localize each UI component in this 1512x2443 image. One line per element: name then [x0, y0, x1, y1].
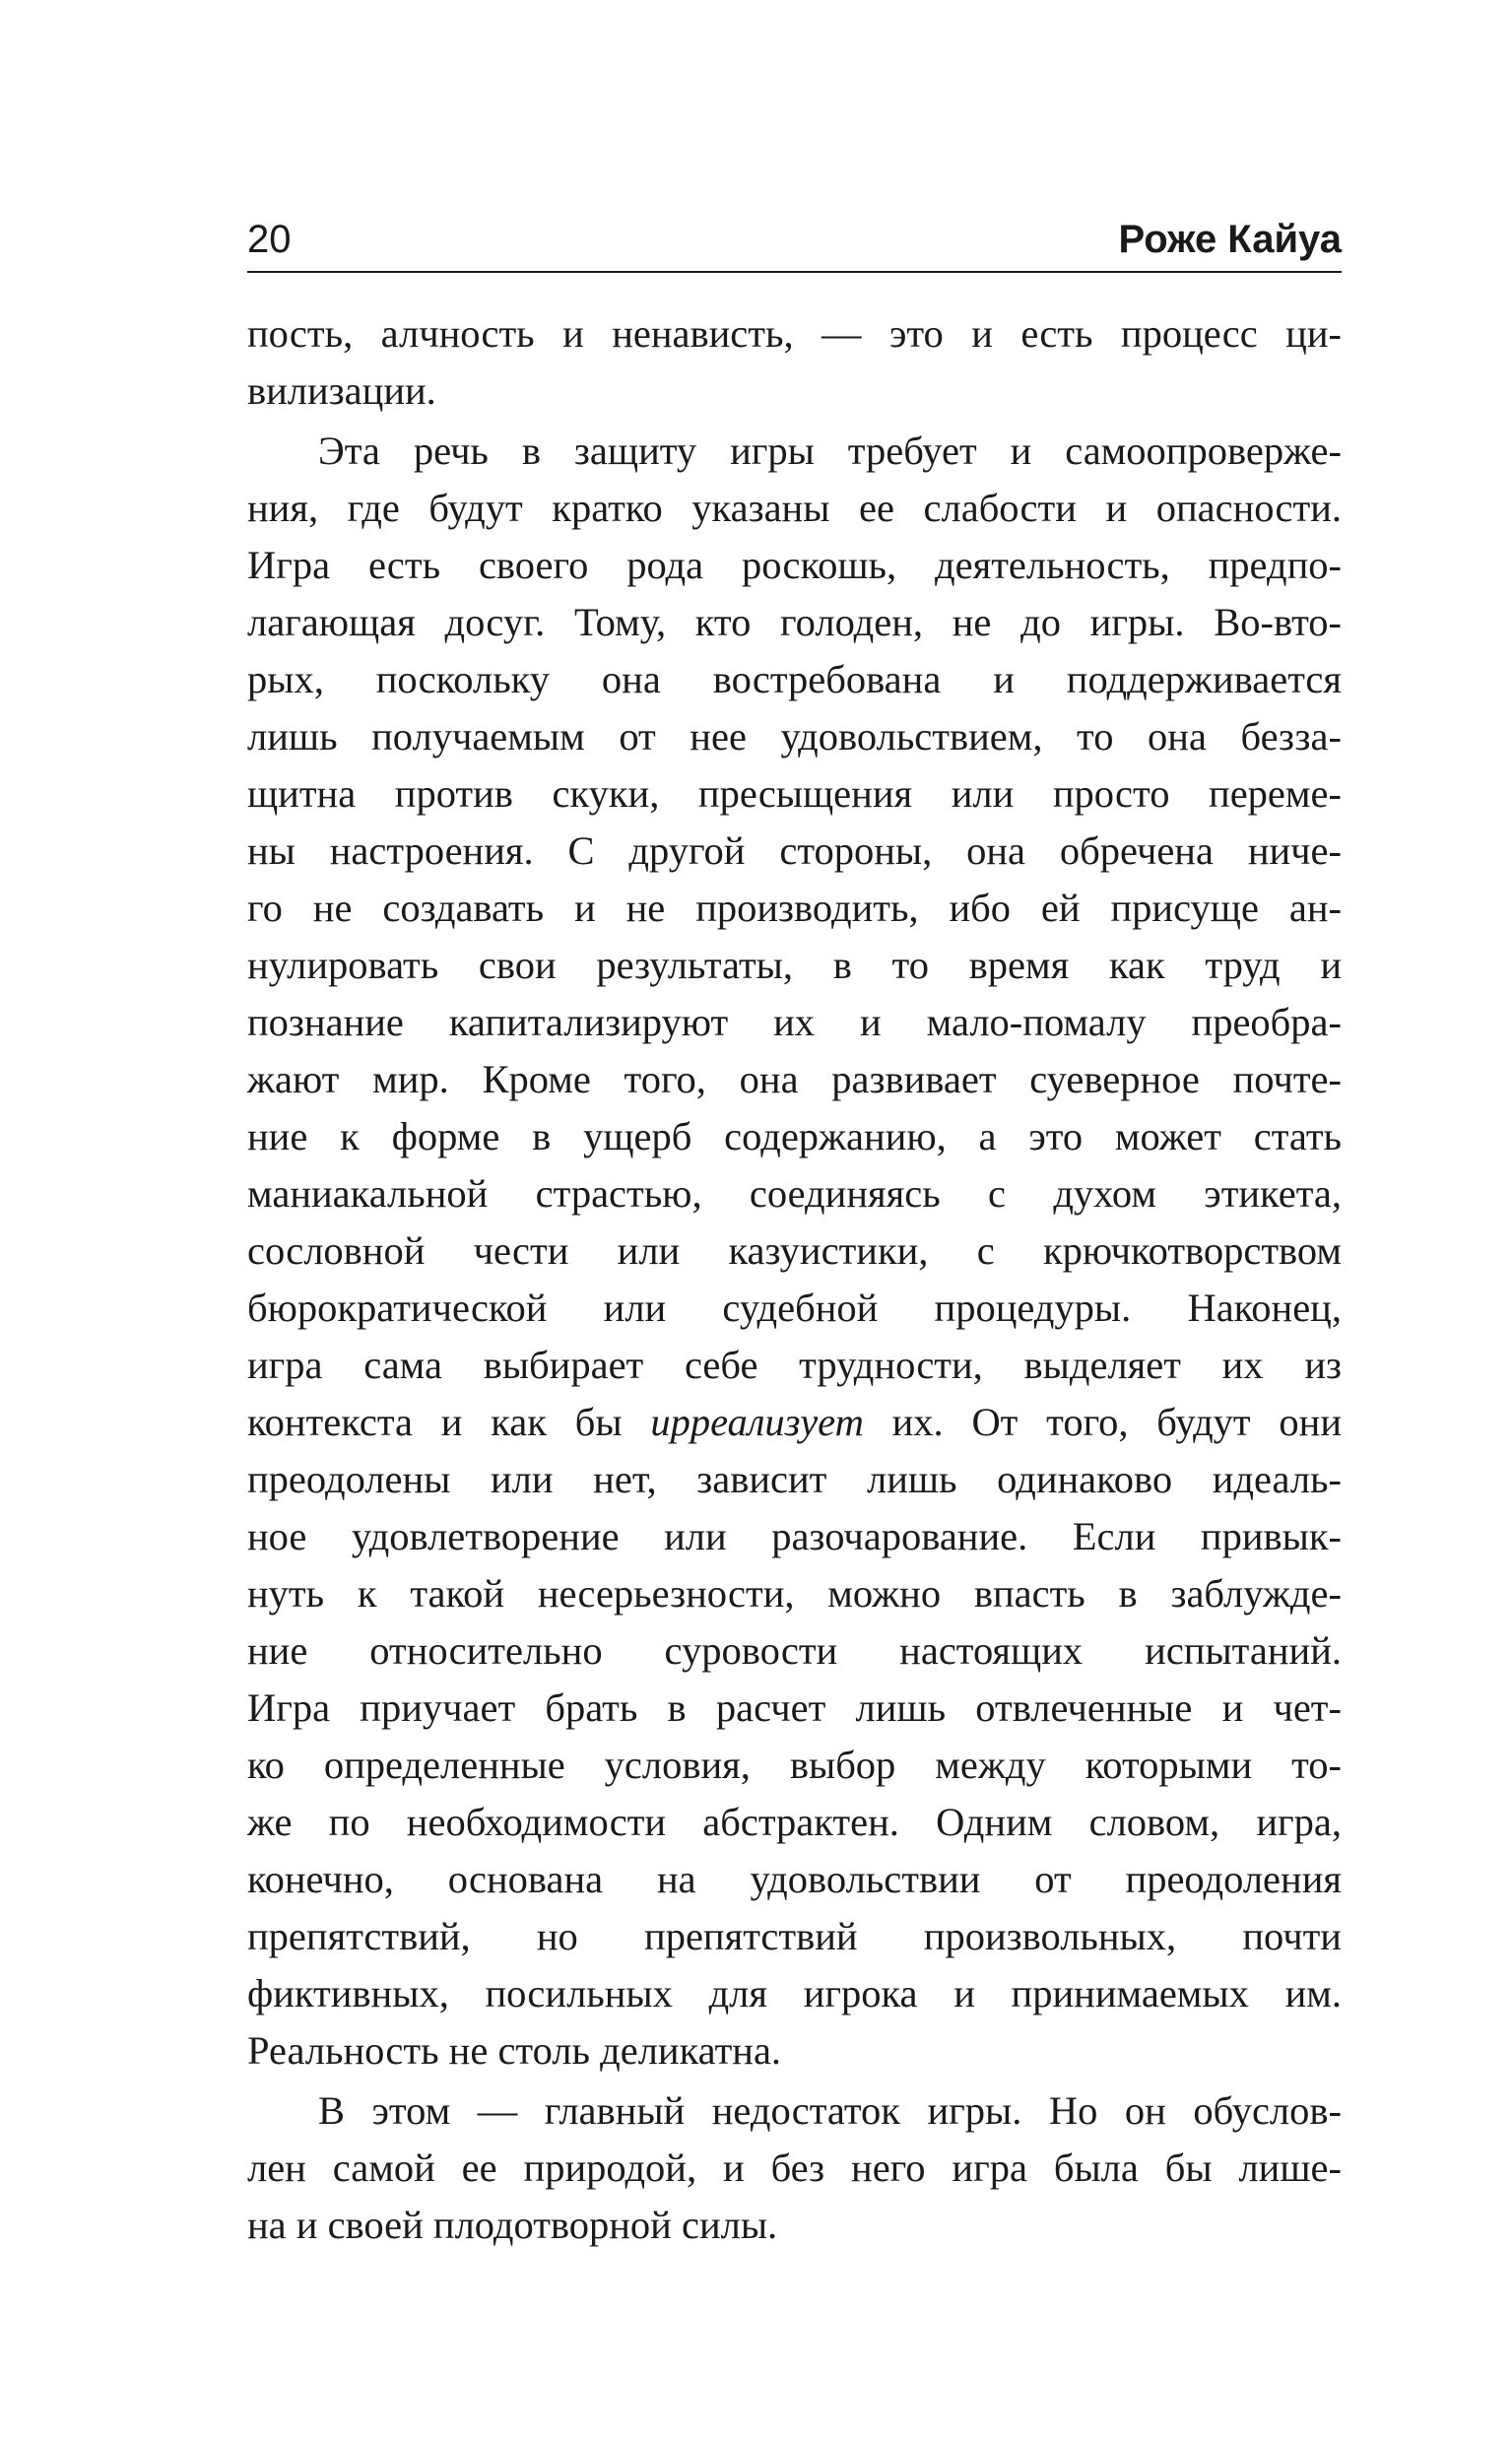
text-line: вилизации. [247, 368, 436, 413]
paragraph-1 [247, 305, 1342, 420]
text-line: В этом — главный недостаток игры. Но он обуслов- [318, 2088, 1342, 2133]
body-text [247, 305, 1342, 2254]
text-line: Реальность не столь деликатна. [247, 2028, 782, 2073]
text-line: познание капитализируют их и мало-помалу преобра- [247, 1000, 1342, 1044]
text-line: нулировать свои результаты, в то время как труд и [247, 943, 1342, 987]
paragraph-3 [247, 2082, 1342, 2254]
text-line: ное удовлетворение или разочарование. Если привык- [247, 1514, 1342, 1558]
text-line: пость, алчность и ненависть, — это и есть процесс ци- [247, 311, 1342, 356]
paragraph-2 [247, 423, 1342, 2080]
text-segment: контекста и как бы [247, 1400, 651, 1444]
text-line: ние к форме в ущерб содержанию, а это может стать [247, 1114, 1342, 1158]
text-line: маниакальной страстью, соединяясь с духом этикета, [247, 1171, 1342, 1216]
text-line: сословной чести или казуистики, с крючкотворством [247, 1228, 1342, 1273]
running-head-author: Роже Кайуа [1118, 218, 1342, 261]
text-line: ны настроения. С другой стороны, она обречена ниче- [247, 828, 1342, 873]
text-line: Эта речь в защиту игры требует и самоопроверже- [318, 429, 1342, 473]
text-line: го не создавать и не производить, ибо ей присуще ан- [247, 886, 1342, 930]
text-segment: их. От того, будут они [863, 1400, 1342, 1444]
text-line-with-emphasis [247, 1394, 1342, 1451]
text-line: преодолены или нет, зависит лишь одинаково идеаль- [247, 1457, 1342, 1501]
text-line: щитна против скуки, пресыщения или просто переме- [247, 771, 1342, 816]
text-line: рых, поскольку она востребована и поддерживается [247, 657, 1342, 701]
text-line: ние относительно суровости настоящих испытаний. [247, 1628, 1342, 1673]
page-header [247, 202, 1342, 273]
text-line: лен самой ее природой, и без него игра была бы лише- [247, 2146, 1342, 2190]
text-line: нуть к такой несерьезности, можно впасть в заблужде- [247, 1571, 1342, 1616]
text-line: игра сама выбирает себе трудности, выделяет их из [247, 1343, 1342, 1387]
text-line: ния, где будут кратко указаны ее слабости и опасности. [247, 486, 1342, 530]
text-line: же по необходимости абстрактен. Одним словом, игра, [247, 1800, 1342, 1844]
italic-emphasis: ирреализует [650, 1400, 864, 1444]
text-line: жают мир. Кроме того, она развивает суеверное почте- [247, 1057, 1342, 1101]
text-line: конечно, основана на удовольствии от преодоления [247, 1857, 1342, 1901]
text-line: фиктивных, посильных для игрока и принимаемых им. [247, 1971, 1342, 2015]
page-number: 20 [247, 218, 292, 261]
text-line: лагающая досуг. Тому, кто голоден, не до игры. Во-вто- [247, 600, 1342, 644]
text-line: Игра есть своего рода роскошь, деятельность, предпо- [247, 543, 1342, 587]
text-line: лишь получаемым от нее удовольствием, то она безза- [247, 714, 1342, 759]
text-line: препятствий, но препятствий произвольных, почти [247, 1914, 1342, 1958]
text-line: Игра приучает брать в расчет лишь отвлеченные и чет- [247, 1685, 1342, 1730]
text-line: бюрократической или судебной процедуры. Наконец, [247, 1286, 1342, 1330]
text-line: ко определенные условия, выбор между которыми то- [247, 1743, 1342, 1787]
text-line: на и своей плодотворной силы. [247, 2203, 778, 2247]
